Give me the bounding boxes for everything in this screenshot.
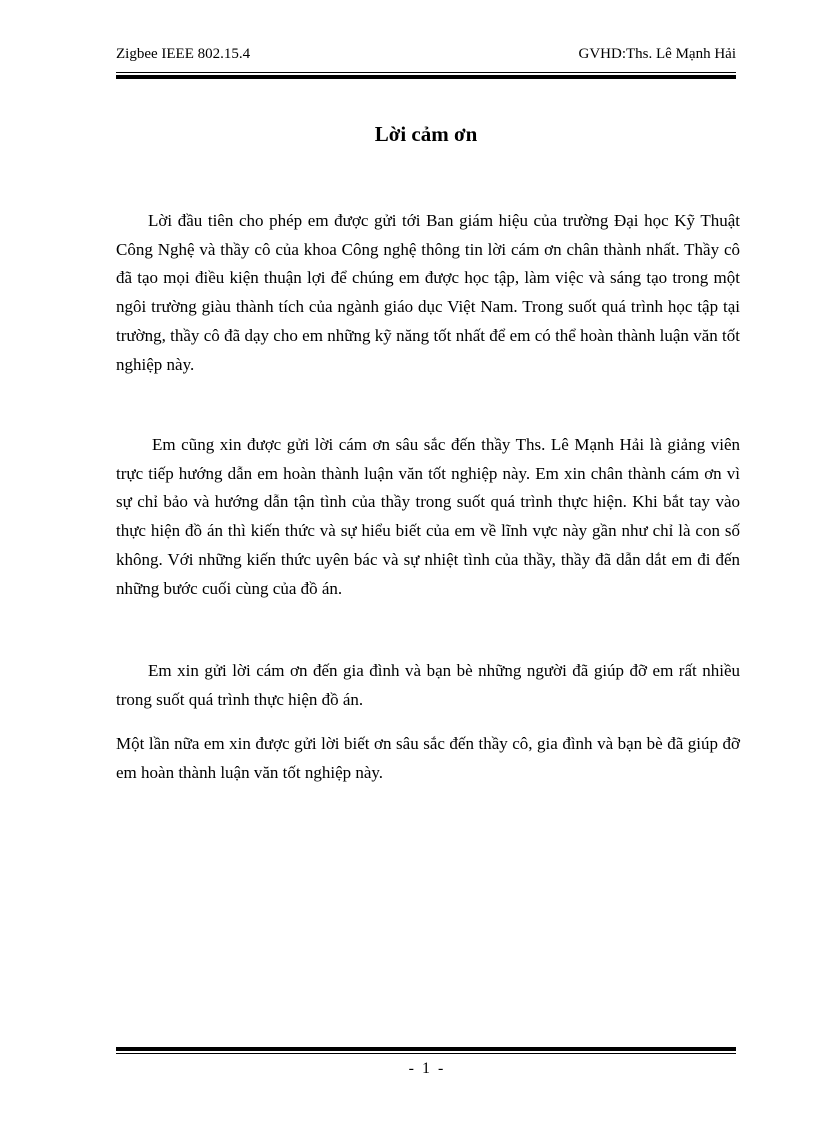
paragraph-3: Em xin gửi lời cám ơn đến gia đình và bạn bè những người đã giúp đỡ em rất nhiều trong suốt quá trình thực hiện đồ án. [116,661,740,709]
page-number: - 1 - [408,1060,444,1077]
header-divider-thin [116,72,736,73]
page-header [116,46,736,70]
paragraph-4: Một lần nữa em xin được gửi lời biết ơn sâu sắc đến thầy cô, gia đình và bạn bè đã giúp đỡ em hoàn thành luận văn tốt nghiệp này. [116,734,740,782]
footer-divider-thick [116,1047,736,1051]
paragraph-2: Em cũng xin được gửi lời cám ơn sâu sắc đến thầy Ths. Lê Mạnh Hải là giảng viên trực tiếp hướng dẫn em hoàn thành luận văn tốt nghiệp này. Em xin chân thành cám ơn vì sự chỉ bảo và hướng dẫn tận tình của thầy trong suốt quá trình thực hiện. Khi bắt tay vào thực hiện đồ án thì kiến thức và sự hiểu biết của em về lĩnh vực này gần như chỉ là con số không. Với những kiến thức uyên bác và sự nhiệt tình của thầy, thầy đã dẫn dắt em đi đến những bước cuối cùng của đồ án. [116,435,740,598]
footer-divider-thin [116,1053,736,1054]
header-supervisor: GVHD:Ths. Lê Mạnh Hải [578,46,736,62]
paragraph-1: Lời đầu tiên cho phép em được gửi tới Ban giám hiệu của trường Đại học Kỹ Thuật Công Nghệ và thầy cô của khoa Công nghệ thông tin lời cám ơn chân thành nhất. Thầy cô đã tạo mọi điều kiện thuận lợi để chúng em được học tập, làm việc và sáng tạo trong một ngôi trường giàu thành tích của ngành giáo dục Việt Nam. Trong suốt quá trình học tập tại trường, thầy cô đã dạy cho em những kỹ năng tốt nhất để em có thể hoàn thành luận văn tốt nghiệp này. [116,211,740,374]
header-document-title: Zigbee IEEE 802.15.4 [116,46,251,62]
page-title: Lời cảm ơn [374,122,478,146]
header-divider-thick [116,75,736,79]
